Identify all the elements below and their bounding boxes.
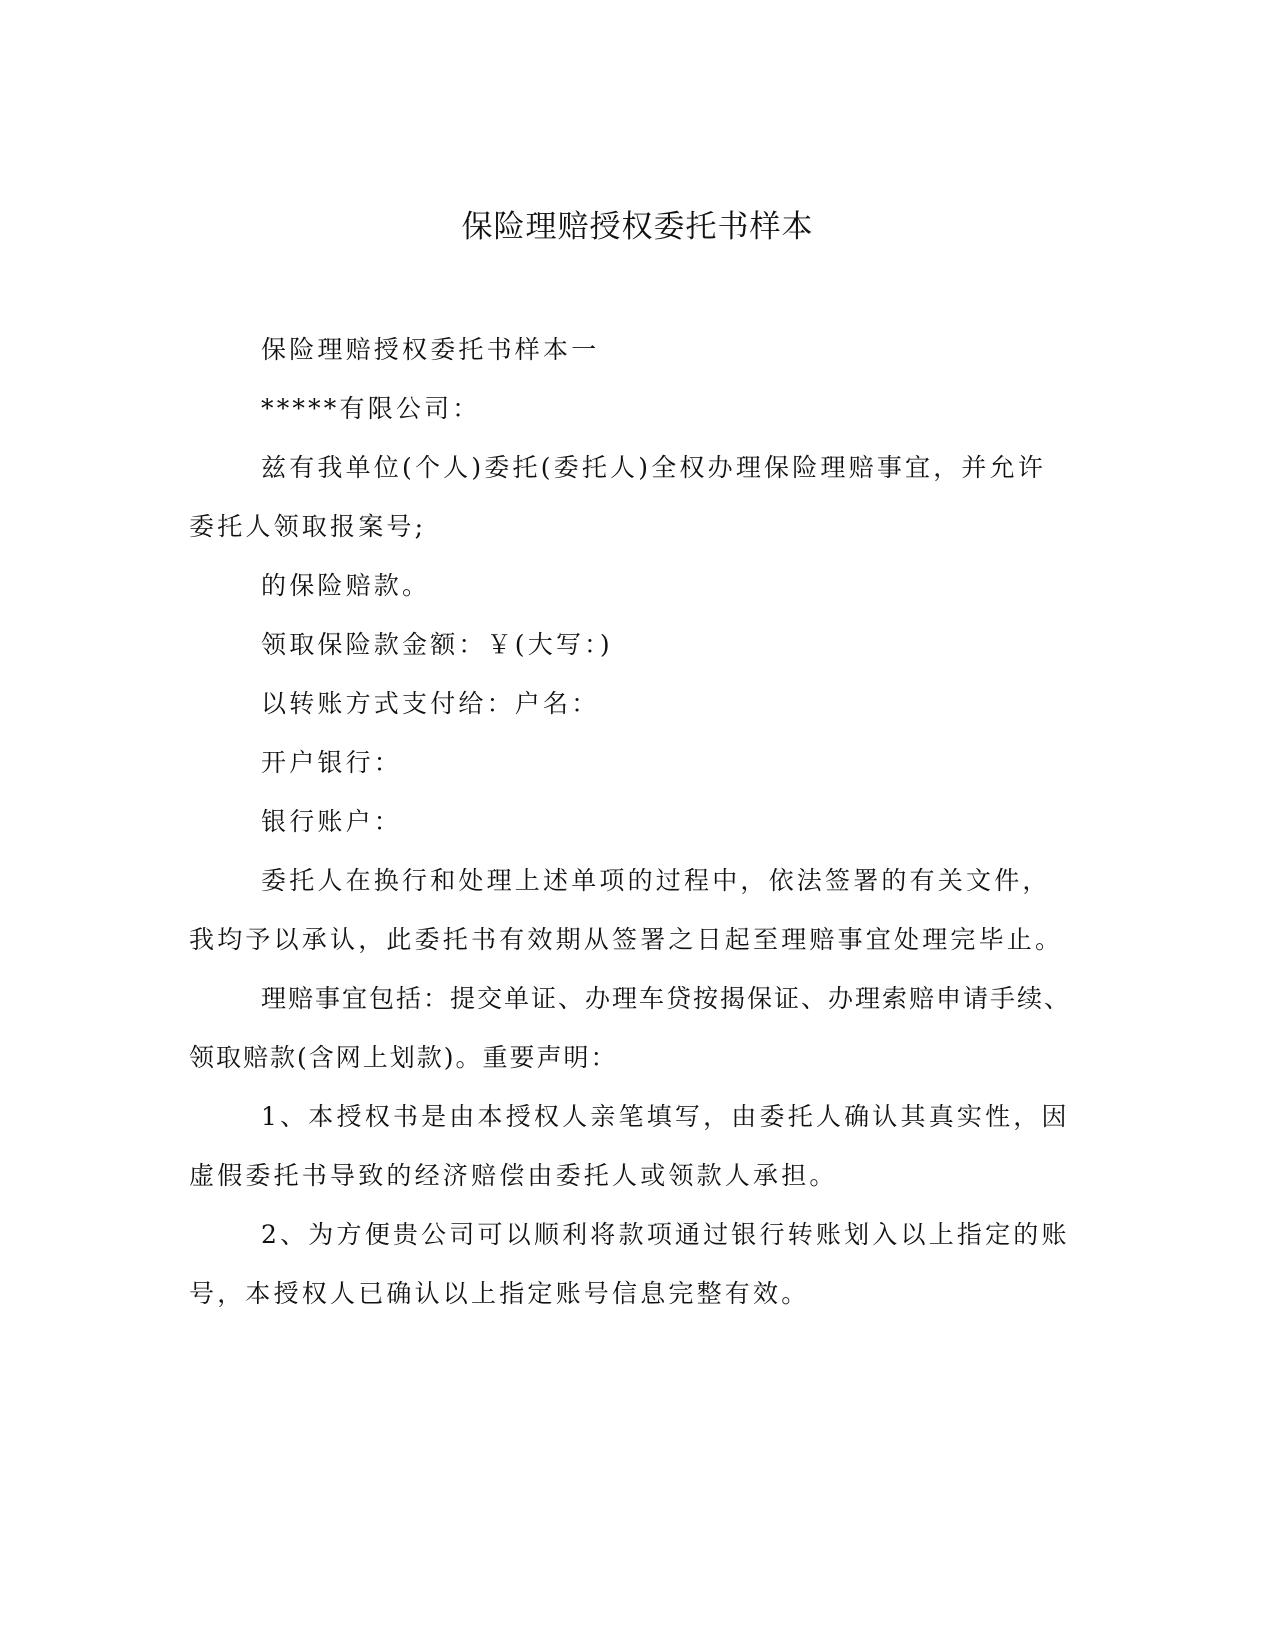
paragraph-amount: 领取保险款金额：￥(大写：) <box>261 630 613 659</box>
paragraph-statement-1: 1、本授权书是由本授权人亲笔填写，由委托人确认其真实性，因虚假委托书导致的经济赔偿由委托人或领款人承担。 <box>189 1102 1070 1190</box>
paragraph-compensation: 的保险赔款。 <box>261 571 431 600</box>
paragraph-account: 银行账户： <box>261 807 403 836</box>
paragraph-bank: 开户银行： <box>261 748 403 777</box>
paragraph-claim-items: 理赔事宜包括：提交单证、办理车贷按揭保证、办理索赔申请手续、领取赔款(含网上划款)。重要声明： <box>189 984 1072 1072</box>
paragraph-subtitle: 保险理赔授权委托书样本一 <box>261 335 600 364</box>
paragraph-validity: 委托人在换行和处理上述单项的过程中，依法签署的有关文件，我均予以承认，此委托书有效期从签署之日起至理赔事宜处理完毕止。 <box>189 866 1064 954</box>
paragraph-addressee: *****有限公司： <box>261 394 481 423</box>
paragraph-authorization: 兹有我单位(个人)委托(委托人)全权办理保险理赔事宜，并允许委托人领取报案号; <box>189 453 1047 541</box>
paragraph-statement-2: 2、为方便贵公司可以顺利将款项通过银行转账划入以上指定的账号，本授权人已确认以上指定账号信息完整有效。 <box>189 1220 1070 1308</box>
paragraph-payee: 以转账方式支付给：户名： <box>261 689 600 718</box>
document-title: 保险理赔授权委托书样本 <box>461 209 814 245</box>
document-body <box>189 320 1074 1323</box>
